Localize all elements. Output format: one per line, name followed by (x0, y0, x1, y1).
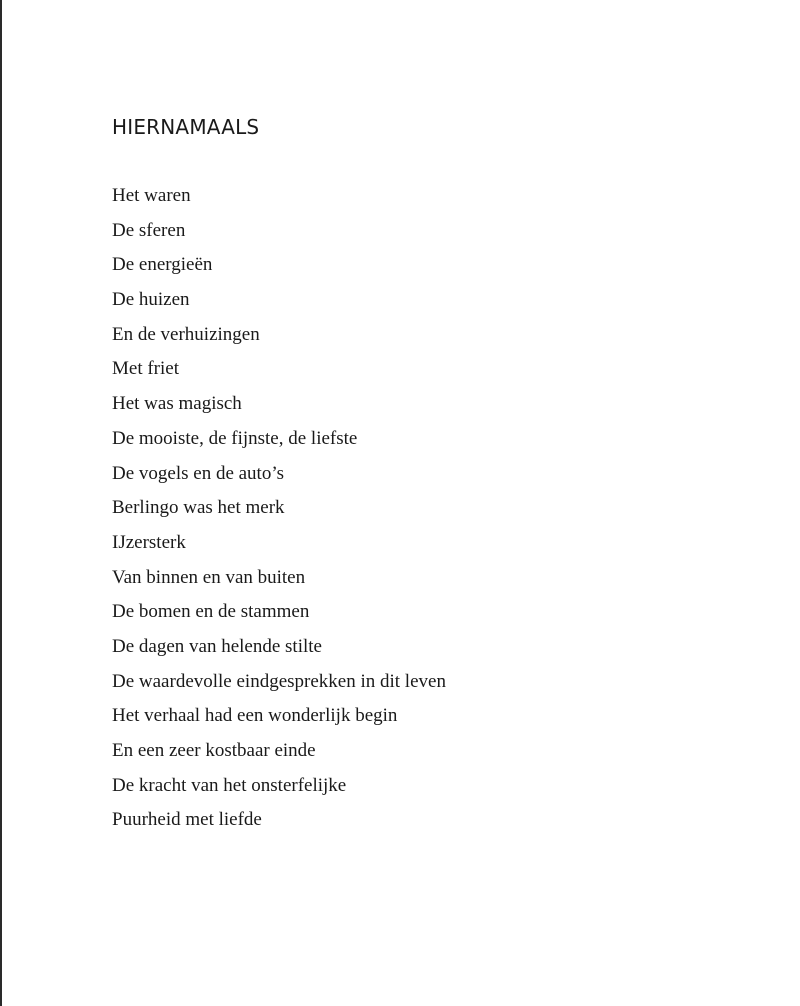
poem-line: De mooiste, de fijnste, de liefste (112, 427, 358, 449)
poem-line: IJzersterk (112, 531, 186, 553)
poem-line: En de verhuizingen (112, 323, 260, 345)
poem-line: De energieën (112, 254, 213, 276)
poem-line: Puurheid met liefde (112, 809, 262, 831)
poem-title: HIERNAMAALS (112, 115, 260, 139)
poem-line: De bomen en de stammen (112, 601, 310, 623)
poem-body (112, 181, 446, 840)
poem-line: Het waren (112, 185, 191, 206)
page-left-border (0, 0, 2, 1006)
poem-line: Met friet (112, 358, 180, 380)
poem-line: Van binnen en van buiten (112, 566, 306, 588)
poem-line: De kracht van het onsterfelijke (112, 774, 347, 796)
poem-line: Berlingo was het merk (112, 497, 285, 519)
poem-line: De dagen van helende stilte (112, 635, 322, 657)
poem-line: Het was magisch (112, 393, 242, 415)
poem-line: De huizen (112, 289, 190, 311)
poem-line: De waardevolle eindgesprekken in dit leven (112, 670, 446, 692)
poem-line: En een zeer kostbaar einde (112, 740, 316, 761)
poem-line: De sferen (112, 219, 186, 241)
poem-line: De vogels en de auto’s (112, 462, 285, 484)
poem-line: Het verhaal had een wonderlijk begin (112, 705, 398, 727)
